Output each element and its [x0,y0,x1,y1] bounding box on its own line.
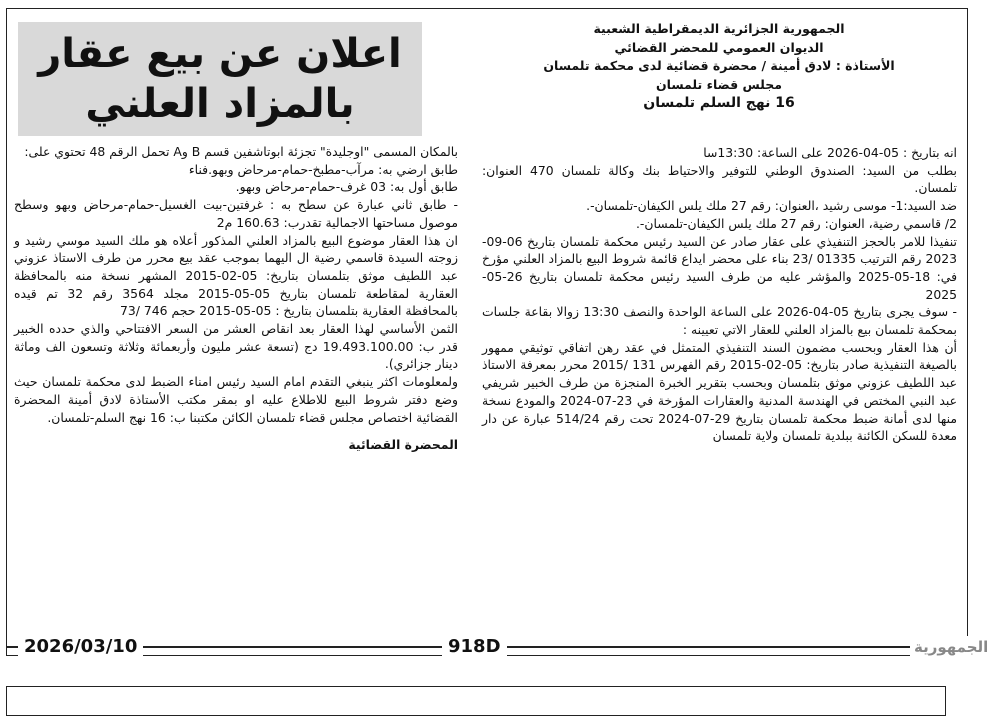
paragraph: 2/ قاسمي رضية، العنوان: رقم 27 ملك يلس الكيفان-تلمسان-. [635,215,957,231]
paragraph: - طابق ثاني عبارة عن سطح به : غرفتين-بيت الغسيل-حمام-مرحاض وبهو وسطح موصول مساحتها الاجمالية تقدرب: 160.63 م2 [14,197,458,230]
paragraph: ولمعلومات اكثر ينبغي التقدم امام السيد رئيس امناء الضبط لدى محكمة تلمسان حيث وضع دفتر شروط البيع للاطلاع عليه او بمقر مكتب الأستاذة لادق أمينة المحضرة القضائية اختصاص مجلس قضاء تلمسان الكائن مكتبنا ب: 16 نهج السلم-تلمسان. [14,374,458,425]
right-column [482,144,957,445]
paragraph: طابق ارضي به: مرآب-مطبخ-حمام-مرحاض وبهو.فناء [188,161,458,177]
newspaper-logo: الجمهورية [910,636,992,658]
paragraph: بطلب من السيد: الصندوق الوطني للتوفير والاحتياط بنك وكالة تلمسان 470 العنوان: تلمسان. [482,162,957,196]
page-footer [6,636,989,658]
paragraph: طابق أول به: 03 غرف-حمام-مرحاض وبهو. [235,179,458,195]
paragraph: - سوف يجرى بتاريخ 05-04-2026 على الساعة الواحدة والنصف 13:30 زوالا بقاعة جلسات بمحكمة تلمسان بيع بالمزاد العلني للعقار الاتي تعيينه : [482,304,957,338]
paragraph: بالمكان المسمى "اوجليدة" تجزئة ابوتاشفين قسم B وA تحمل الرقم 48 تحتوي على: [24,144,458,159]
header-address: 16 نهج السلم تلمسان [643,95,795,111]
page-code: 918D [442,636,507,658]
title-line-1: اعلان عن بيع عقار [38,31,402,77]
paragraph: أن هذا العقار وبحسب مضمون السند التنفيذي المتمثل في عقد رهن اتفاقي توثيقي ممهور بالصيغة التنفيذية صادر بتاريخ: 05-02-2015 رقم الفهرس 131 /2015 محرر بمعرفة الاستاذ عبد اللطيف عزوني موثق بتلمسان وبحسب بتقرير الخبرة المنجزة من طرف الخبير شريفي عبد النبي المختص في الهندسة المدنية والعقارات المؤرخة في 23-07-2024 والمودع نسخة منها لدى أمانة ضبط محكمة تلمسان بتاريخ 29-07-2024 تحت رقم 514/24 عبارة عن دار معدة للسكن الكائنة ببلدية تلمسان ولاية تلمسان [482,339,957,444]
header-bailiff: الأستاذة : لادق أمينة / محضرة قضائية لدى محكمة تلمسان [543,58,895,73]
next-announcement-frame [6,686,946,716]
paragraph: تنفيذا للامر بالحجز التنفيذي على عقار صادر عن السيد رئيس محكمة تلمسان بتاريخ 06-09-2023 رقم الترتيب 01335 /23 بناء على محضر ايداع قائمة شروط البيع بالمزاد العلني مؤرخ في: 18-05-2025 والمؤشر عليه من طرف السيد رئيس محكمة تلمسان بتاريخ 26-05-2025 [482,233,957,302]
paragraph: ان هذا العقار موضوع البيع بالمزاد العلني المذكور أعلاه هو ملك السيد موسي رشيد و زوجته السيدة قاسمي رضية ال اليهما بموجب عقد بيع محرر من طرف الاستاذ عزوني عبد اللطيف موثق بتلمسان بتاريخ: 05-02-2015 المشهر نسخة منه بالمحافظة العقارية لمقاطعة تلمسان بتاريخ 05-05-2015 مجلد 3564 رقم 32 تم قيده بالمحافظة العقارية بتلمسان بتاريخ : 05-05-2015 حجم 746 /73 [14,232,458,319]
paragraph: ضد السيد:1- موسى رشيد ،العنوان: رقم 27 ملك يلس الكيفان-تلمسان-. [586,198,957,214]
title-line-2: بالمزاد العلني [85,81,355,127]
signature: المحضرة القضائية [348,437,458,453]
left-column [14,143,458,454]
issue-date: 2026/03/10 [18,636,143,658]
header-office: الديوان العمومي للمحضر القضائي [614,39,824,55]
announcement-title-box [18,22,422,136]
bailiff-header [480,20,958,113]
header-court: مجلس قضاء تلمسان [655,76,783,92]
header-republic: الجمهورية الجزائرية الديمقراطية الشعبية [593,21,845,36]
paragraph: الثمن الأساسي لهذا العقار بعد انقاص العشر من السعر الافتتاحي والذي حدده الخبير قدر ب: 19.493.100.00 دج (تسعة عشر مليون وأربعمائة وثلاثة وتسعون الف وماثة دينار جزائري). [14,321,458,372]
paragraph: انه بتاريخ : 05-04-2026 على الساعة: 13:30سا [703,145,957,160]
